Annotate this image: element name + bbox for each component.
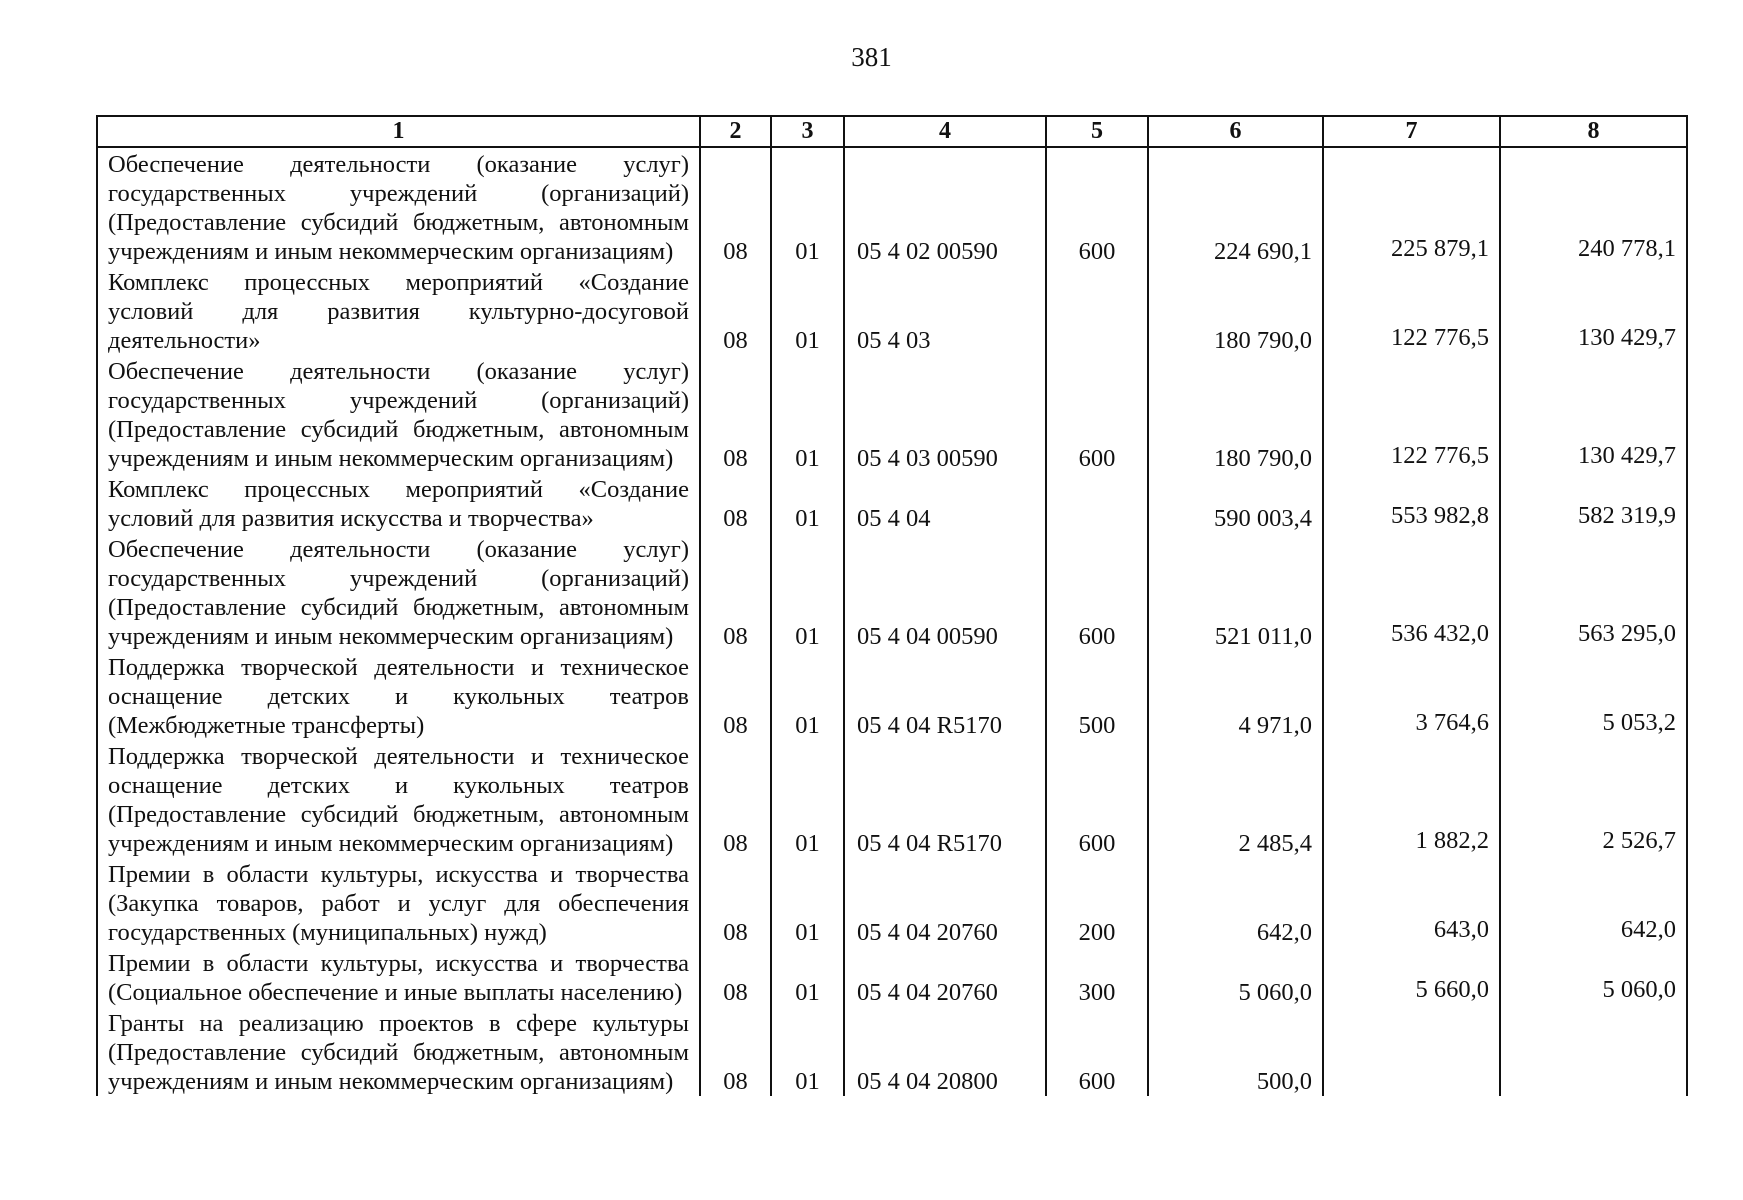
row-amount-col8: 5 060,0 bbox=[1500, 947, 1687, 1007]
row-amount-col6: 642,0 bbox=[1148, 858, 1323, 947]
row-expense-type bbox=[1046, 266, 1148, 355]
row-amount-col8: 130 429,7 bbox=[1500, 355, 1687, 473]
header-col-1: 1 bbox=[97, 116, 700, 147]
row-amount-col6: 180 790,0 bbox=[1148, 355, 1323, 473]
row-amount-col6: 224 690,1 bbox=[1148, 147, 1323, 266]
row-section: 08 bbox=[700, 651, 771, 740]
row-target-code: 05 4 04 20760 bbox=[844, 858, 1046, 947]
table-row bbox=[97, 533, 1687, 651]
row-expense-type: 500 bbox=[1046, 651, 1148, 740]
row-section: 08 bbox=[700, 947, 771, 1007]
row-amount-col8: 5 053,2 bbox=[1500, 651, 1687, 740]
row-subsection: 01 bbox=[771, 355, 844, 473]
row-subsection: 01 bbox=[771, 1007, 844, 1096]
row-section: 08 bbox=[700, 355, 771, 473]
page-number: 381 bbox=[851, 42, 892, 72]
row-amount-col8: 642,0 bbox=[1500, 858, 1687, 947]
row-subsection: 01 bbox=[771, 266, 844, 355]
row-expense-type: 600 bbox=[1046, 355, 1148, 473]
row-name: Комплекс процессных мероприятий «Создание условий для развития искусства и творчества» bbox=[97, 473, 700, 533]
row-amount-col7: 553 982,8 bbox=[1323, 473, 1500, 533]
table-header bbox=[97, 116, 1687, 147]
row-target-code: 05 4 04 20760 bbox=[844, 947, 1046, 1007]
row-amount-col7: 225 879,1 bbox=[1323, 147, 1500, 266]
row-amount-col6: 5 060,0 bbox=[1148, 947, 1323, 1007]
row-amount-col6: 500,0 bbox=[1148, 1007, 1323, 1096]
row-section: 08 bbox=[700, 473, 771, 533]
header-col-2: 2 bbox=[700, 116, 771, 147]
row-name: Комплекс процессных мероприятий «Создание условий для развития культурно-досуговой деятельности» bbox=[97, 266, 700, 355]
row-target-code: 05 4 04 20800 bbox=[844, 1007, 1046, 1096]
row-expense-type: 600 bbox=[1046, 1007, 1148, 1096]
header-col-7: 7 bbox=[1323, 116, 1500, 147]
row-amount-col7: 122 776,5 bbox=[1323, 266, 1500, 355]
row-section: 08 bbox=[700, 858, 771, 947]
row-amount-col8: 130 429,7 bbox=[1500, 266, 1687, 355]
row-amount-col6: 2 485,4 bbox=[1148, 740, 1323, 858]
table-row bbox=[97, 355, 1687, 473]
row-amount-col6: 521 011,0 bbox=[1148, 533, 1323, 651]
header-col-4: 4 bbox=[844, 116, 1046, 147]
row-subsection: 01 bbox=[771, 947, 844, 1007]
row-amount-col7: 1 882,2 bbox=[1323, 740, 1500, 858]
row-amount-col7: 5 660,0 bbox=[1323, 947, 1500, 1007]
row-name: Обеспечение деятельности (оказание услуг) государственных учреждений (организаций) (Предоставление субсидий бюджетным, автономным учреждениям и иным некоммерческим организациям) bbox=[97, 355, 700, 473]
row-target-code: 05 4 03 00590 bbox=[844, 355, 1046, 473]
row-amount-col7 bbox=[1323, 1007, 1500, 1096]
row-name: Обеспечение деятельности (оказание услуг) государственных учреждений (организаций) (Предоставление субсидий бюджетным, автономным учреждениям и иным некоммерческим организациям) bbox=[97, 533, 700, 651]
header-col-8: 8 bbox=[1500, 116, 1687, 147]
row-subsection: 01 bbox=[771, 147, 844, 266]
table-row bbox=[97, 473, 1687, 533]
header-col-6: 6 bbox=[1148, 116, 1323, 147]
row-expense-type: 600 bbox=[1046, 147, 1148, 266]
row-expense-type bbox=[1046, 473, 1148, 533]
row-section: 08 bbox=[700, 1007, 771, 1096]
row-amount-col6: 4 971,0 bbox=[1148, 651, 1323, 740]
row-amount-col6: 180 790,0 bbox=[1148, 266, 1323, 355]
row-amount-col8 bbox=[1500, 1007, 1687, 1096]
header-col-3: 3 bbox=[771, 116, 844, 147]
row-section: 08 bbox=[700, 533, 771, 651]
row-target-code: 05 4 04 R5170 bbox=[844, 740, 1046, 858]
table-row bbox=[97, 1007, 1687, 1096]
row-target-code: 05 4 03 bbox=[844, 266, 1046, 355]
row-expense-type: 300 bbox=[1046, 947, 1148, 1007]
row-amount-col7: 3 764,6 bbox=[1323, 651, 1500, 740]
row-amount-col8: 563 295,0 bbox=[1500, 533, 1687, 651]
row-expense-type: 200 bbox=[1046, 858, 1148, 947]
budget-table bbox=[96, 115, 1688, 1096]
row-subsection: 01 bbox=[771, 740, 844, 858]
row-expense-type: 600 bbox=[1046, 740, 1148, 858]
row-name: Поддержка творческой деятельности и техническое оснащение детских и кукольных театров (Предоставление субсидий бюджетным, автономным учреждениям и иным некоммерческим организациям) bbox=[97, 740, 700, 858]
row-target-code: 05 4 04 R5170 bbox=[844, 651, 1046, 740]
row-subsection: 01 bbox=[771, 533, 844, 651]
row-amount-col7: 122 776,5 bbox=[1323, 355, 1500, 473]
row-target-code: 05 4 04 bbox=[844, 473, 1046, 533]
table-row bbox=[97, 266, 1687, 355]
table-row bbox=[97, 947, 1687, 1007]
row-section: 08 bbox=[700, 740, 771, 858]
row-amount-col8: 582 319,9 bbox=[1500, 473, 1687, 533]
header-col-5: 5 bbox=[1046, 116, 1148, 147]
header-row bbox=[97, 116, 1687, 147]
table-row bbox=[97, 147, 1687, 266]
row-amount-col7: 643,0 bbox=[1323, 858, 1500, 947]
table-row bbox=[97, 858, 1687, 947]
table-body bbox=[97, 147, 1687, 1096]
row-name: Обеспечение деятельности (оказание услуг) государственных учреждений (организаций) (Предоставление субсидий бюджетным, автономным учреждениям и иным некоммерческим организациям) bbox=[97, 147, 700, 266]
row-subsection: 01 bbox=[771, 858, 844, 947]
row-name: Поддержка творческой деятельности и техническое оснащение детских и кукольных театров (Межбюджетные трансферты) bbox=[97, 651, 700, 740]
row-amount-col8: 2 526,7 bbox=[1500, 740, 1687, 858]
row-section: 08 bbox=[700, 266, 771, 355]
row-name: Гранты на реализацию проектов в сфере культуры (Предоставление субсидий бюджетным, автономным учреждениям и иным некоммерческим организациям) bbox=[97, 1007, 700, 1096]
row-target-code: 05 4 04 00590 bbox=[844, 533, 1046, 651]
row-subsection: 01 bbox=[771, 473, 844, 533]
row-amount-col7: 536 432,0 bbox=[1323, 533, 1500, 651]
row-amount-col6: 590 003,4 bbox=[1148, 473, 1323, 533]
row-subsection: 01 bbox=[771, 651, 844, 740]
row-target-code: 05 4 02 00590 bbox=[844, 147, 1046, 266]
row-expense-type: 600 bbox=[1046, 533, 1148, 651]
row-name: Премии в области культуры, искусства и творчества (Социальное обеспечение и иные выплаты населению) bbox=[97, 947, 700, 1007]
table-row bbox=[97, 740, 1687, 858]
row-section: 08 bbox=[700, 147, 771, 266]
row-amount-col8: 240 778,1 bbox=[1500, 147, 1687, 266]
table-row bbox=[97, 651, 1687, 740]
row-name: Премии в области культуры, искусства и творчества (Закупка товаров, работ и услуг для обеспечения государственных (муниципальных) нужд) bbox=[97, 858, 700, 947]
